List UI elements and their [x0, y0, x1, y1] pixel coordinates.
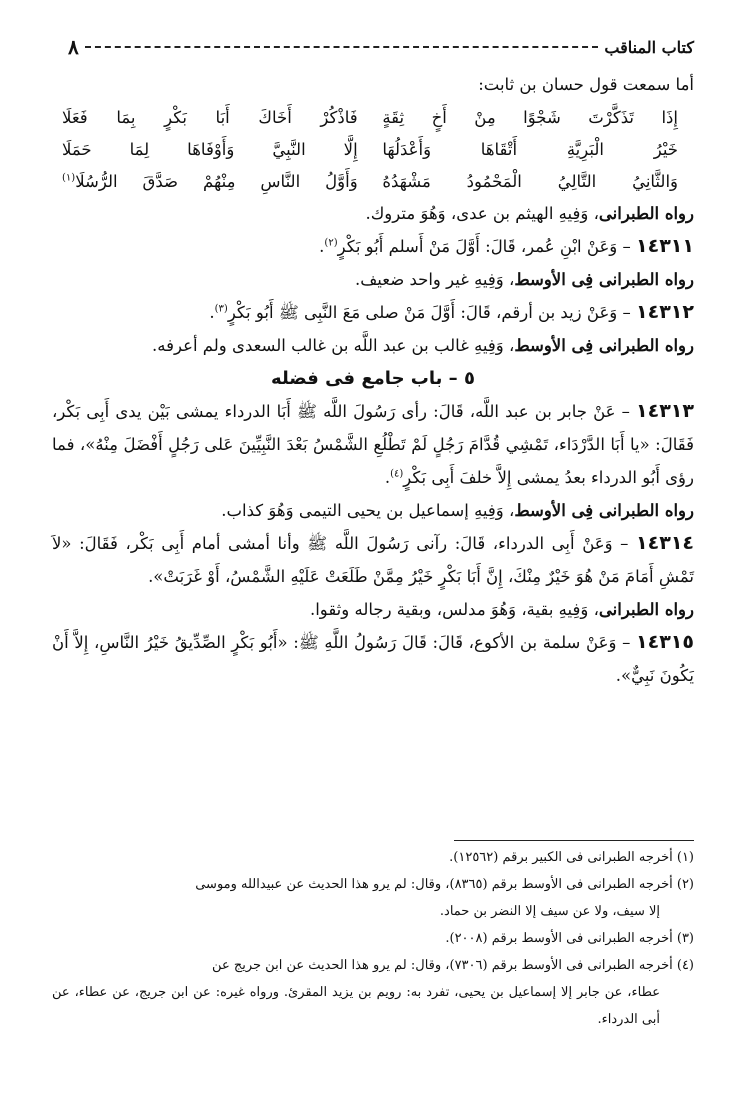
hadith-end: .: [384, 468, 391, 487]
poem-verse: [52, 133, 694, 165]
hadith-14314: [52, 527, 694, 593]
narration-label: رواه الطبرانى: [598, 204, 694, 223]
footnote-text: أخرجه الطبرانى فى الأوسط برقم (٢٠٠٨).: [445, 931, 673, 946]
hadith-14315: [52, 626, 694, 692]
footnote-number: (١): [676, 850, 694, 865]
verse-second-half: [62, 165, 358, 197]
hadith-14311: [52, 230, 694, 263]
narration-note: [52, 263, 694, 296]
hadith-number: ١٤٣١٥: [636, 631, 694, 653]
footnote-text: أخرجه الطبرانى فى الأوسط برقم (٧٣٠٦)، وقال: لم يرو هذا الحديث عن ابن جريج عن: [212, 958, 673, 973]
footnote-number: (٣): [676, 931, 694, 946]
narration-note: [52, 494, 694, 527]
verse-first-half: خَيْرُ الْبَرِيَّةِ أَتْقَاهَا وَأَعْدَلُهَا: [382, 140, 678, 159]
footnote: [52, 844, 694, 871]
narration-text: ، وَفِيهِ غالب بن عبد اللَّه بن غالب السعدى ولم أعرفه.: [152, 336, 515, 355]
footnote-ref: (٣): [214, 303, 228, 315]
footnote-number: (٢): [676, 877, 694, 892]
hadith-end: .: [319, 237, 325, 256]
verse-first-half: إِذَا تَذَكَّرْتَ شَجْوًا مِنْ أَخٍ ثِقَةٍ: [382, 108, 678, 127]
hadith-text: – وَعَنْ ابْنِ عُمر، قَالَ: أَوَّلَ مَنْ أَسلم أَبُو بَكْرٍ: [337, 237, 631, 256]
footnote-ref: (١): [62, 172, 76, 184]
poem: [52, 101, 694, 197]
header-dashed-rule: [85, 46, 599, 48]
footnote: [52, 871, 694, 898]
hadith-14313: [52, 395, 694, 494]
narration-text: ، وَفِيهِ إسماعيل بن يحيى التيمى وَهُوَ كذاب.: [221, 501, 515, 520]
narration-label: رواه الطبرانى: [598, 600, 694, 619]
hadith-text: – وَعَنْ زيد بن أرقم، قَالَ: أَوَّلَ مَنْ صلى مَعَ النَّبِى ﷺ أَبُو بَكْرٍ: [227, 303, 631, 322]
hadith-text: – وَعَنْ سلمة بن الأكوع، قَالَ: قَالَ رَسُولُ اللَّهِ ﷺ: «أَبُو بَكْرٍ الصِّدِّيقُ خَيْرُ النَّاسِ، إِلاَّ أَنْ يَكُونَ نَبِيٌّ».: [52, 633, 694, 685]
chapter-heading: ٥ – باب جامع فى فضله: [271, 368, 475, 389]
footnote-continuation: عطاء، عن جابر إلا إسماعيل بن يحيى، تفرد به: رويم بن يزيد المقرئ. ورواه غيره: عن ابن جريج، عن عطاء، عن أبى الدرداء.: [52, 985, 660, 1027]
footnotes: [52, 844, 694, 1033]
narration-text: ، وَفِيهِ بقية، وَهُوَ مدلس، وبقية رجاله وثقوا.: [309, 600, 599, 619]
poem-verse: [52, 101, 694, 133]
footnote: [52, 952, 694, 979]
page-number: ٨: [68, 35, 79, 59]
hadith-number: ١٤٣١٢: [636, 301, 694, 323]
verse-first-half: وَالثَّانِيُ التَّالِيُ الْمَحْمُودُ مَشْهَدُهُ: [382, 172, 678, 191]
verse-text: وَأَوَّلُ النَّاسِ مِنْهُمْ صَدَّقَ الرُّسُلَا: [75, 172, 358, 191]
verse-second-half: إِلَّا النَّبِيَّ وَأَوْفَاهَا لِمَا حَمَلَا: [62, 140, 358, 159]
poem-verse: [52, 165, 694, 197]
narration-label: رواه الطبرانى فِى الأوسط: [514, 501, 694, 520]
footnote-ref: (٤): [390, 468, 404, 480]
footnote-separator: [454, 840, 694, 841]
hadith-number: ١٤٣١٤: [636, 532, 695, 554]
narration-label: رواه الطبرانى فِى الأوسط: [514, 270, 694, 289]
hadith-number: ١٤٣١٣: [636, 400, 694, 422]
narration-note: [52, 329, 694, 362]
page-header: [58, 34, 700, 60]
hadith-text: – عَنْ جابر بن عبد اللَّه، قَالَ: رأى رَسُولَ اللَّه ﷺ أَبَا الدرداء يمشى بَيْن يدى أَبِى بَكْر، فَقَالَ: «يا أَبَا الدَّرْدَاء، تَمْشِي قُدَّامَ رَجُلٍ لَمْ تَطْلُعِ الشَّمْسُ بَعْدَ النَّبِيِّينَ عَلى رَجُلٍ أَفْضَلَ مِنْهُ»، فما رؤى أَبُو الدرداء بعدُ يمشى إِلاَّ خلفَ أَبِى بَكْرٍ: [52, 402, 694, 487]
poem-intro: أما سمعت قول حسان بن ثابت:: [478, 75, 694, 94]
hadith-number: ١٤٣١١: [636, 235, 694, 257]
footnote-continuation: إلا سيف، ولا عن سيف إلا النضر بن حماد.: [439, 904, 660, 919]
hadith-14312: [52, 296, 694, 329]
verse-second-half: فَاذْكُرْ أَخَاكَ أَبَا بَكْرٍ بِمَا فَعَلَا: [62, 108, 358, 127]
footnote-ref: (٢): [324, 237, 338, 249]
footnote-text: أخرجه الطبرانى فى الأوسط برقم (٨٣٦٥)، وقال: لم يرو هذا الحديث عن عبيدالله وموسى: [195, 877, 673, 892]
narration-text: ، وَفِيهِ غير واحد ضعيف.: [354, 270, 515, 289]
narration-note: [52, 197, 694, 230]
narration-text: ، وَفِيهِ الهيثم بن عدى، وَهُوَ متروك.: [365, 204, 599, 223]
narration-note: [52, 593, 694, 626]
footnote-text: أخرجه الطبرانى فى الكبير برقم (١٢٥٦٢).: [449, 850, 673, 865]
footnote-number: (٤): [676, 958, 694, 973]
book-title: كتاب المناقب: [604, 37, 694, 57]
hadith-end: .: [209, 303, 215, 322]
main-text: [52, 68, 694, 692]
narration-label: رواه الطبرانى فِى الأوسط: [514, 336, 694, 355]
footnote: [52, 925, 694, 952]
hadith-text: – وَعَنْ أَبِى الدرداء، قَالَ: رآنى رَسُولَ اللَّه ﷺ وأنا أمشى أمام أَبِى بَكْر، فَقَالَ: «لاَ تَمْشِ أَمَامَ مَنْ هُوَ خَيْرٌ مِنْكَ، إِنَّ أَبَا بَكْرٍ خَيْرُ مِمَّنْ طَلَعَتْ عَلَيْهِ الشَّمْسُ، أَوْ غَرَبَتْ».: [52, 534, 694, 586]
